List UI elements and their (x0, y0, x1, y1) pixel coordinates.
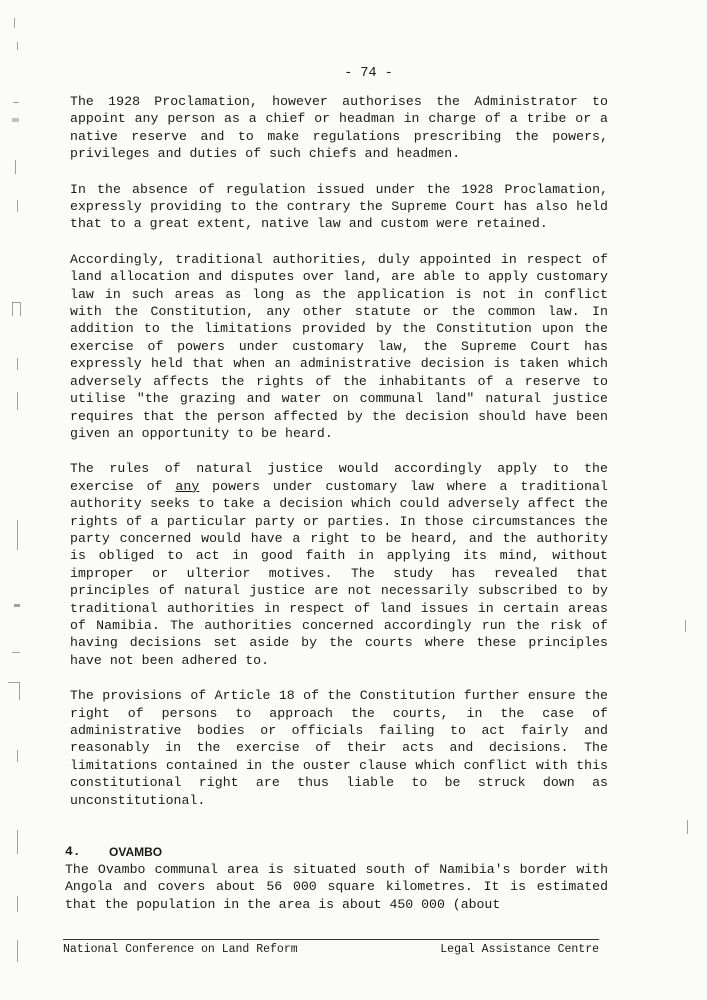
paragraph: Accordingly, traditional authorities, duly appointed in respect of land allocation and disputes over land, are able to apply customary law in such areas as long as the application is not in conflict with the Constitution, any other statute or the common law. In addition to the limitations provided by the Constitution upon the exercise of powers under customary law, the Supreme Court has expressly held that when an administrative decision is taken which adversely affects the rights of the inhabitants of a reserve to utilise "the grazing and water on communal land" natural justice requires that the person affected by the decision should have been given an opportunity to be heard. (70, 251, 608, 441)
section-heading (65, 843, 608, 861)
section-paragraph: The Ovambo communal area is situated south of Namibia's border with Angola and covers about 56 000 square kilometres. It is estimated that the population in the area is about 450 000 (about (65, 862, 608, 912)
scan-artifact (12, 118, 19, 122)
scan-artifact (14, 604, 20, 607)
footer-divider (63, 939, 599, 940)
scan-artifact (12, 302, 13, 316)
paragraph-text: The rules of natural justice would accordingly apply to the exercise of (70, 461, 608, 494)
paragraph (70, 460, 608, 669)
section-title: OVAMBO (109, 845, 163, 860)
scan-artifact (14, 18, 15, 28)
section-number: 4. (65, 844, 81, 860)
emphasized-word: any (175, 478, 200, 494)
paragraph-text: powers under customary law where a traditional authority seeks to take a decision which could adversely affect the rights of a particular party or parties. In those circumstances the party concerned would have a right to be heard, and the authority is obliged to act in good faith in applying its mind, without improper or ulterior motives. The study has revealed that principles of natural justice are not necessarily subscribed to by traditional authorities in respect of land issues in certain areas of Namibia. The authorities concerned accordingly run the risk of having decisions set aside by the courts where these principles have not been adhered to. (70, 478, 608, 668)
scan-artifact (17, 750, 18, 762)
paragraph: The 1928 Proclamation, however authorises the Administrator to appoint any person as a chief or headman in charge of a tribe or a native reserve and to make regulations prescribing the powers, privileges and duties of such chiefs and headmen. (70, 94, 608, 162)
paragraph: The provisions of Article 18 of the Constitution further ensure the right of persons to approach the courts, in the case of administrative bodies or officials failing to act fairly and reasonably in the exercise of their acts and decisions. The limitations contained in the ouster clause which conflict with this constitutional right are thus liable to be struck down as unconstitutional. (70, 688, 608, 808)
scan-artifact (17, 830, 18, 854)
scan-artifact (685, 620, 686, 632)
scan-artifact (12, 302, 20, 303)
scan-artifact (17, 200, 18, 212)
footer-right-text: Legal Assistance Centre (440, 943, 599, 956)
scan-artifact (17, 358, 18, 370)
scan-artifact (19, 682, 20, 700)
page-number: - 74 - (344, 66, 393, 81)
body-text (65, 93, 608, 913)
scan-artifact (20, 302, 21, 316)
scan-artifact (17, 896, 18, 912)
scan-artifact (17, 520, 18, 550)
scan-artifact (13, 102, 19, 103)
scan-artifact (17, 392, 18, 410)
footer-left-text: National Conference on Land Reform (63, 943, 298, 956)
scan-artifact (8, 682, 19, 683)
scan-artifact (15, 160, 16, 174)
scan-artifact (687, 820, 688, 834)
paragraph: In the absence of regulation issued under the 1928 Proclamation, expressly providing to the contrary the Supreme Court has also held that to a great extent, native law and custom were retained. (70, 181, 608, 232)
scan-artifact (17, 42, 18, 50)
scan-artifact (17, 940, 18, 962)
scan-artifact (12, 652, 20, 653)
